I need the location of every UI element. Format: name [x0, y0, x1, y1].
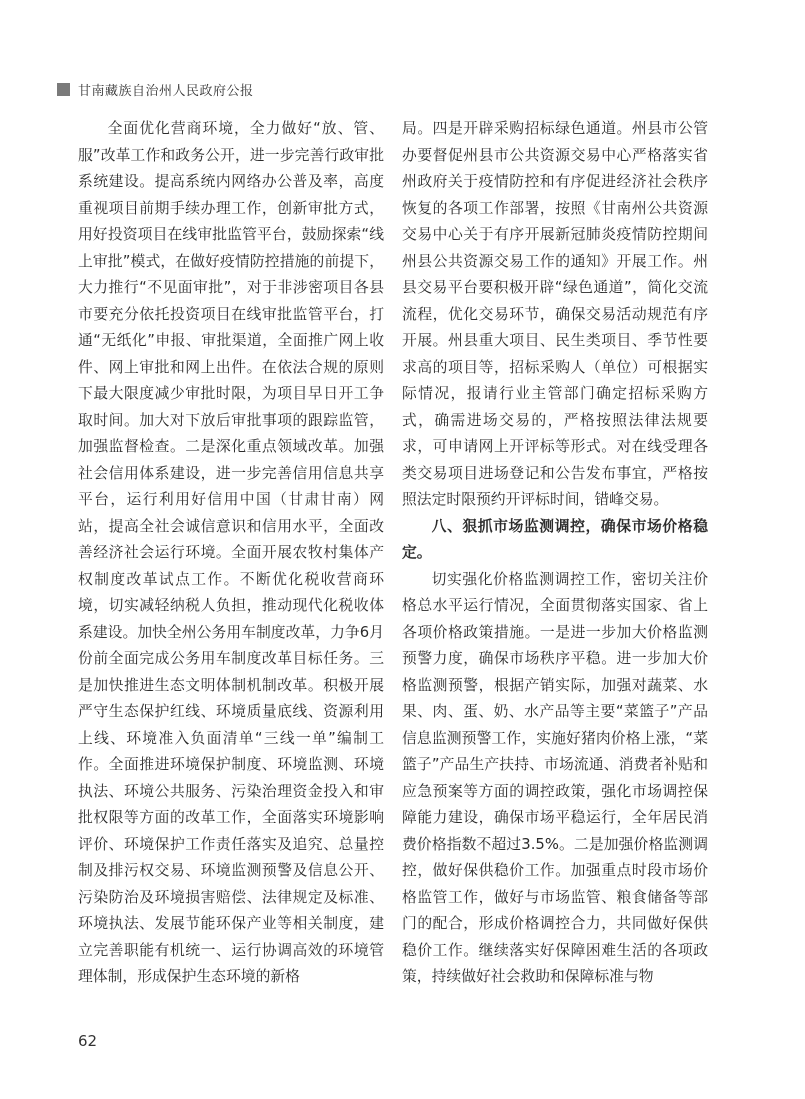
left-column [78, 116, 384, 991]
running-header [57, 80, 254, 99]
header-square-icon [57, 83, 70, 96]
section-heading: 八、狠抓市场监测调控，确保市场价格稳定。 [402, 517, 708, 561]
body-paragraph: 切实强化价格监测调控工作，密切关注价格总水平运行情况，全面贯彻落实国家、省上各项价格政策措施。一是进一步加大价格监测预警力度，确保市场秩序平稳。进一步加大价格监测预警，根据产销实际，加强对蔬菜、水果、肉、蛋、奶、水产品等主要“菜篮子”产品信息监测预警工作，实施好猪肉价格上涨，“菜篮子”产品生产扶持、市场流通、消费者补贴和应急预案等方面的调控政策，强化市场调控保障能力建设，确保市场平稳运行，全年居民消费价格指数不超过3.5%。二是加强价格监测调控，做好保供稳价工作。加强重点时段市场价格监管工作，做好与市场监管、粮食储备等部门的配合，形成价格调控合力，共同做好保供稳价工作。继续落实好保障困难生活的各项政策，持续做好社会救助和保障标准与物 [402, 570, 708, 985]
header-title: 甘南藏族自治州人民政府公报 [78, 84, 254, 99]
page-number: 62 [78, 1032, 98, 1050]
right-column [402, 116, 708, 991]
body-paragraph-continued: 局。四是开辟采购招标绿色通道。州县市公管办要督促州县市公共资源交易中心严格落实省州政府关于疫情防控和有序促进经济社会秩序恢复的各项工作部署，按照《甘南州公共资源交易中心关于有序开展新冠肺炎疫情防控期间州县公共资源交易工作的通知》开展工作。州县交易平台要积极开辟“绿色通道”，简化交流流程，优化交易环节，确保交易活动规范有序开展。州县重大项目、民生类项目、季节性要求高的项目等，招标采购人（单位）可根据实际情况，报请行业主管部门确定招标采购方式，确需进场交易的，严格按照法律法规要求，可申请网上开评标等形式。对在线受理各类交易项目进场登记和公告发布事宜，严格按照法定时限预约开评标时间，错峰交易。 [402, 120, 708, 508]
body-paragraph: 全面优化营商环境，全力做好“放、管、服”改革工作和政务公开，进一步完善行政审批系统建设。提高系统内网络办公普及率，高度重视项目前期手续办理工作，创新审批方式，用好投资项目在线审批监管平台，鼓励探索“线上审批”模式，在做好疫情防控措施的前提下，大力推行“不见面审批”，对于非涉密项目各县市要充分依托投资项目在线审批监管平台，打通“无纸化”申报、审批渠道，全面推广网上收件、网上审批和网上出件。在依法合规的原则下最大限度减少审批时限，为项目早日开工争取时间。加大对下放后审批事项的跟踪监管，加强监督检查。二是深化重点领域改革。加强社会信用体系建设，进一步完善信用信息共享平台，运行利用好信用中国（甘肃甘南）网站，提高全社会诚信意识和信用水平，全面改善经济社会运行环境。全面开展农牧村集体产权制度改革试点工作。不断优化税收营商环境，切实减轻纳税人负担，推动现代化税收体系建设。加快全州公务用车制度改革，力争6月份前全面完成公务用车制度改革目标任务。三是加快推进生态文明体制机制改革。积极开展严守生态保护红线、环境质量底线、资源利用上线、环境准入负面清单“三线一单”编制工作。全面推进环境保护制度、环境监测、环境执法、环境公共服务、污染治理资金投入和审批权限等方面的改革工作，全面落实环境影响评价、环境保护工作责任落实及追究、总量控制及排污权交易、环境监测预警及信息公开、污染防治及环境损害赔偿、法律规定及标准、环境执法、发展节能环保产业等相关制度，建立完善职能有机统一、运行协调高效的环境管理体制，形成保护生态环境的新格 [78, 120, 384, 985]
